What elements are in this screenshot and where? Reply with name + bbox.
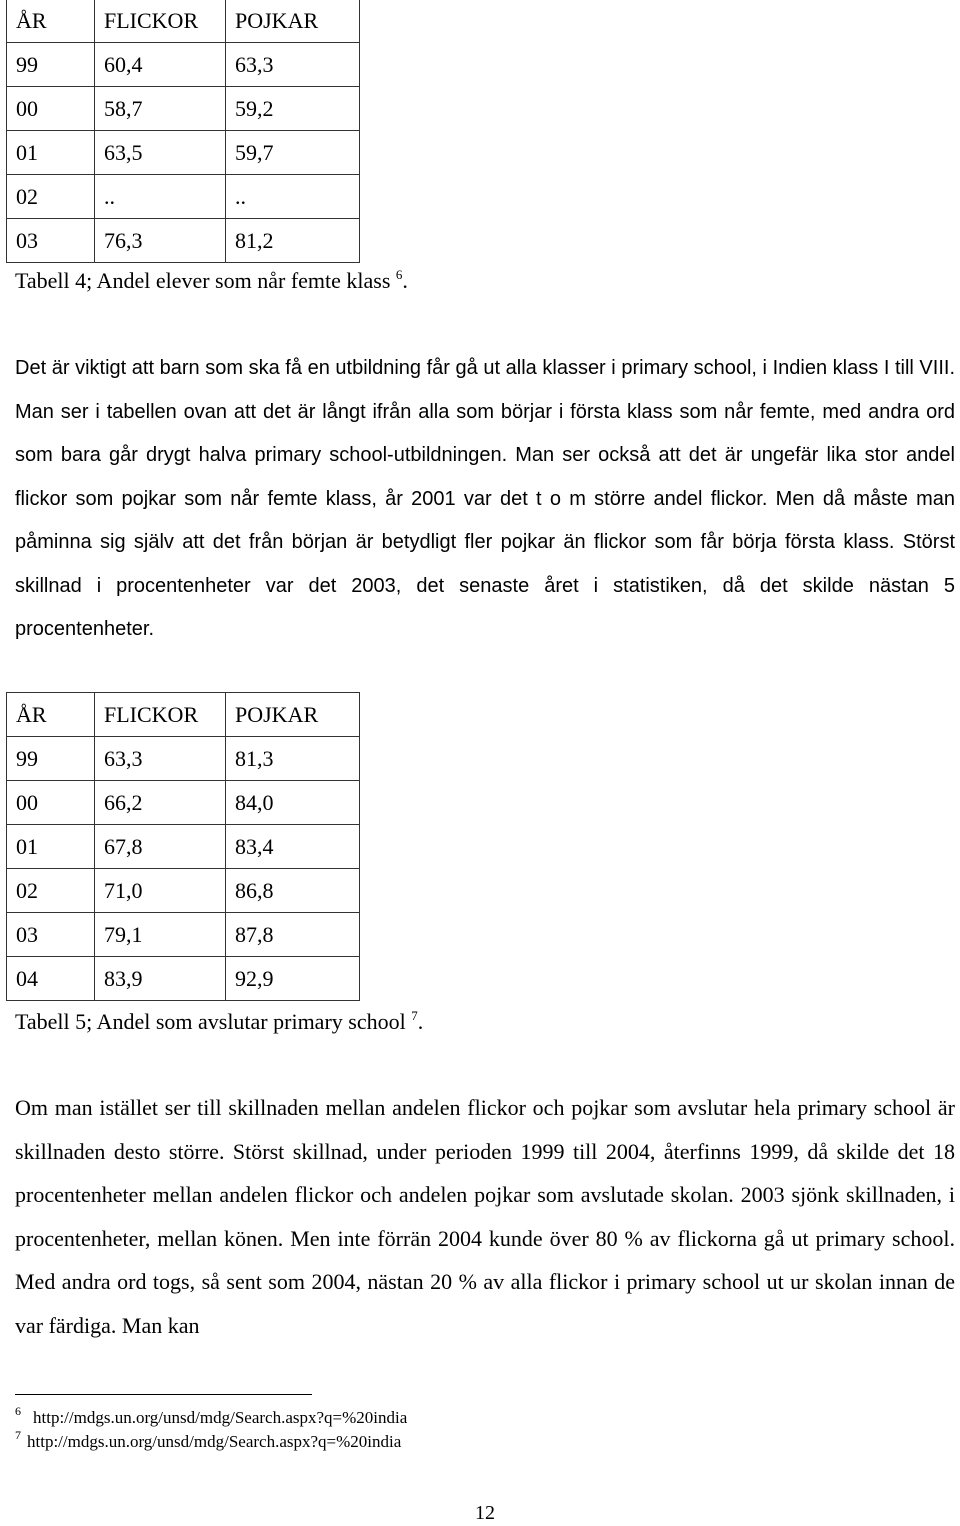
table-row [7,87,360,131]
cell-boys: 83,4 [226,825,360,869]
table-row [7,869,360,913]
footnote-reference: 7 [411,1008,418,1023]
cell-boys: .. [226,175,360,219]
cell-girls: 83,9 [95,957,226,1001]
table-row [7,43,360,87]
cell-boys: 81,3 [226,737,360,781]
footnote-number: 6 [15,1404,21,1418]
paragraph-completion-analysis: Om man istället ser till skillnaden mellan andelen flickor och pojkar som avslutar hela primary school är skillnaden desto större. Störst skillnad, under perioden 1999 till 2004, återfinns 1999, då skilde det 18 procentenheter mellan andelen flickor och andelen pojkar som avslutade skolan. 2003 sjönk skillnaden, i procentenheter, mellan könen. Men inte förrän 2004 kunde över 80 % av flickorna gå ut primary school. Med andra ord togs, så sent som 2004, nästan 20 % av alla flickor i primary school ut ur skolan innan de var färdiga. Man kan [15,1095,955,1338]
header-boys: POJKAR [226,0,360,43]
header-girls: FLICKOR [95,0,226,43]
table-row [7,825,360,869]
footnote-separator [15,1394,312,1395]
cell-girls: 71,0 [95,869,226,913]
table-row [7,781,360,825]
cell-year: 00 [7,781,95,825]
caption-text: Tabell 5; Andel som avslutar primary school [15,1009,406,1034]
table-row [7,219,360,263]
cell-year: 01 [7,131,95,175]
cell-boys: 81,2 [226,219,360,263]
cell-year: 99 [7,43,95,87]
cell-year: 01 [7,825,95,869]
cell-boys: 87,8 [226,913,360,957]
cell-girls: 58,7 [95,87,226,131]
cell-year: 04 [7,957,95,1001]
caption-period: . [402,268,408,293]
caption-period: . [417,1009,424,1034]
page-number: 12 [475,1502,495,1524]
cell-girls: 67,8 [95,825,226,869]
table-row [7,913,360,957]
cell-year: 00 [7,87,95,131]
cell-year: 02 [7,869,95,913]
cell-boys: 84,0 [226,781,360,825]
footnote-link[interactable]: http://mdgs.un.org/unsd/mdg/Search.aspx?q=%20india [33,1408,408,1427]
table1-body [7,0,360,263]
cell-girls: 76,3 [95,219,226,263]
table-row [7,131,360,175]
cell-girls: .. [95,175,226,219]
table-header-row [7,693,360,737]
cell-boys: 63,3 [226,43,360,87]
footnote-reference: 6 [395,267,403,282]
caption-text: Tabell 4; Andel elever som når femte klass [15,268,391,293]
table2-body [7,693,360,1001]
footnote-7 [15,1428,402,1452]
cell-boys: 59,7 [226,131,360,175]
table-header-row [7,0,360,43]
paragraph-fifth-grade-analysis: Det är viktigt att barn som ska få en utbildning får gå ut alla klasser i primary school, i Indien klass I till VIII. Man ser i tabellen ovan att det är långt ifrån alla som börjar i första klass som når femte, med andra ord som bara går drygt halva primary school-utbildningen. Man ser också att det är ungefär lika stor andel flickor som pojkar som når femte klass, år 2001 var det t o m större andel flickor. Men då måste man påminna sig själv att det från början är betydligt fler pojkar än flickor som får börja första klass. Störst skillnad i procentenheter var det 2003, det senaste året i statistiken, då det skilde nästan 5 procentenheter. [15,357,955,640]
cell-girls: 79,1 [95,913,226,957]
cell-girls: 66,2 [95,781,226,825]
footnote-6 [15,1404,408,1428]
table-row [7,737,360,781]
cell-girls: 60,4 [95,43,226,87]
cell-boys: 92,9 [226,957,360,1001]
cell-year: 03 [7,913,95,957]
table-row [7,957,360,1001]
cell-boys: 59,2 [226,87,360,131]
cell-year: 02 [7,175,95,219]
cell-girls: 63,5 [95,131,226,175]
header-girls: FLICKOR [95,693,226,737]
header-boys: POJKAR [226,693,360,737]
cell-year: 99 [7,737,95,781]
table-completing-primary-school [6,692,360,1001]
header-year: ÅR [7,0,95,43]
table2-caption [15,1009,423,1035]
cell-boys: 86,8 [226,869,360,913]
cell-year: 03 [7,219,95,263]
footnote-number: 7 [15,1428,21,1442]
table1-caption [15,268,408,294]
table-row [7,175,360,219]
header-year: ÅR [7,693,95,737]
table-students-reaching-fifth-grade [6,0,360,263]
footnote-link[interactable]: http://mdgs.un.org/unsd/mdg/Search.aspx?q=%20india [27,1432,402,1451]
cell-girls: 63,3 [95,737,226,781]
